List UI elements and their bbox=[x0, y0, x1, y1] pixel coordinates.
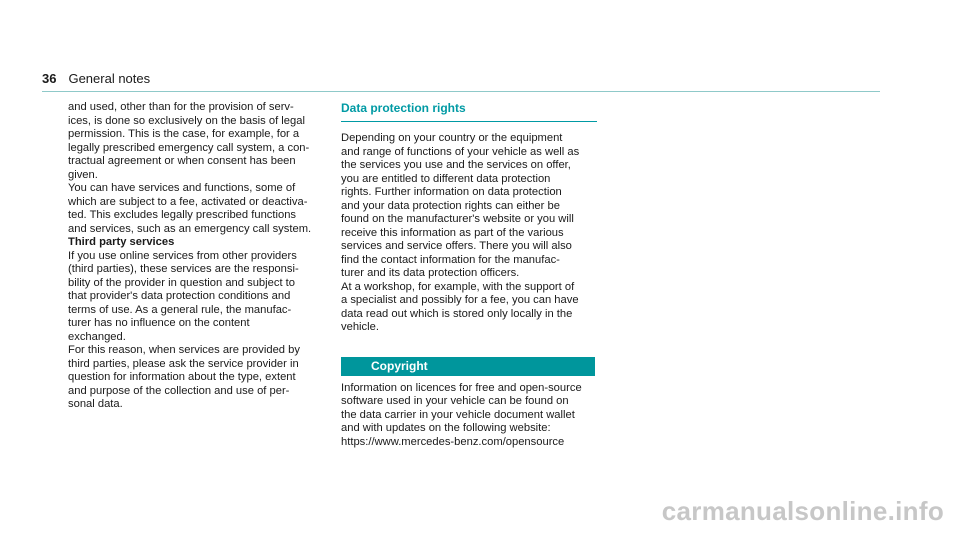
data-protection-heading: Data protection rights bbox=[341, 101, 597, 122]
paragraph: and used, other than for the provision of serv- ices, is done so exclusively on the basis of legal permission. This is the case, for example, for a legally prescribed emergency call system, a con- tractual agreement or when consent has been given. bbox=[68, 101, 310, 181]
right-column bbox=[341, 101, 597, 449]
page-header bbox=[42, 71, 150, 87]
paragraph: If you use online services from other providers (third parties), these services are the responsi- bility of the provider in question and subject to that provider's data protection conditions and terms of use. As a general rule, the manufac- turer has no influence on the content exchanged. bbox=[68, 249, 299, 343]
third-party-heading: Third party services bbox=[68, 236, 175, 248]
opensource-url[interactable]: https://www.mercedes-benz.com/opensource bbox=[341, 435, 565, 448]
paragraph: Information on licences for free and open-source software used in your vehicle can be found on the data carrier in your vehicle document wallet and with updates on the following website: bbox=[341, 381, 582, 434]
section-title: General notes bbox=[68, 71, 151, 86]
paragraph: You can have services and functions, some of which are subject to a fee, activated or deactiva- ted. This excludes legally prescribed functions and services, such as an emergency call system. bbox=[68, 182, 312, 235]
watermark-text: carmanualsonline.info bbox=[661, 496, 944, 526]
header-divider bbox=[42, 91, 880, 92]
paragraph: Depending on your country or the equipment and range of functions of your vehicle as well as the services you use and the services on offer, you are entitled to different data protection rights. Further information on data protection and your data protection rights can either be found on the manufacturer's website or you will receive this information as part of the various services and service offers. There you will also find the contact information for the manufac- turer and its data protection officers. bbox=[341, 132, 580, 279]
paragraph: At a workshop, for example, with the support of a specialist and possibly for a fee, you can have data read out which is stored only locally in the vehicle. bbox=[341, 280, 579, 333]
copyright-heading: Copyright bbox=[341, 357, 595, 376]
left-column bbox=[68, 101, 324, 412]
page-number: 36 bbox=[42, 71, 57, 86]
paragraph: For this reason, when services are provided by third parties, please ask the service provider in question for information about the type, extent and purpose of the collection and use of per- sonal data. bbox=[68, 344, 300, 410]
